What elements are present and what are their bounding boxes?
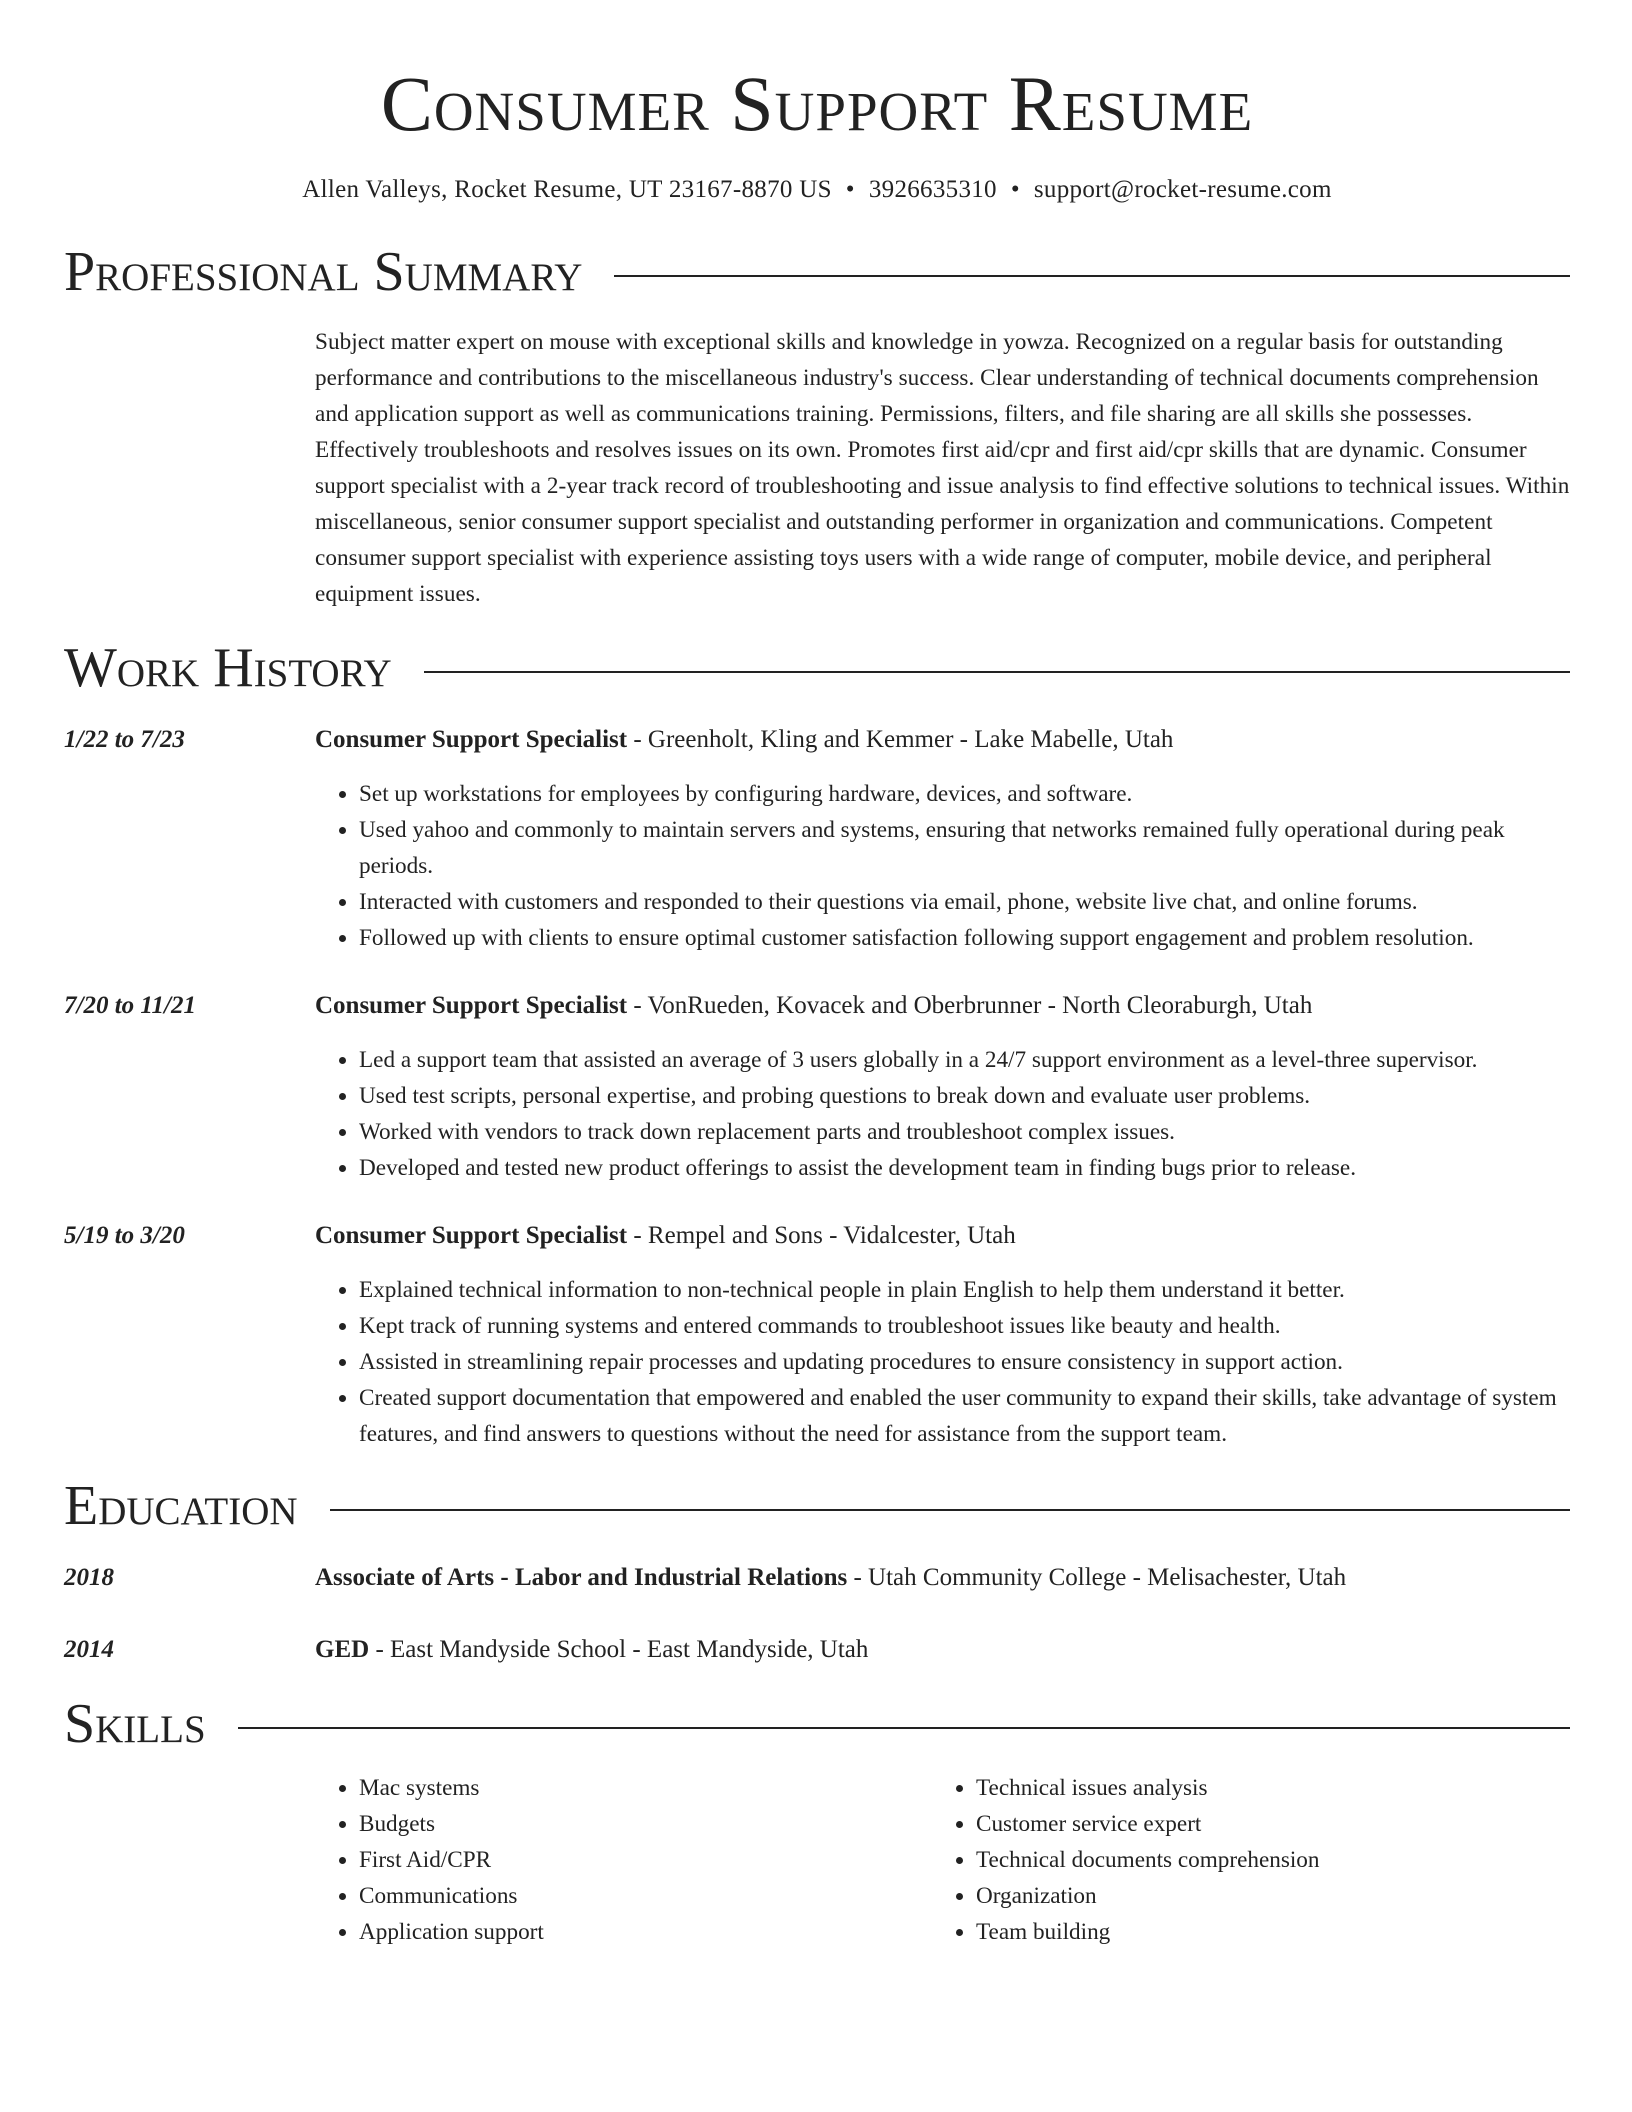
job-title: Consumer Support Specialist (315, 1222, 628, 1249)
education-entry (64, 1632, 1570, 1668)
job-headline (315, 988, 1570, 1024)
education-school: - Utah Community College - Melisachester, Utah (847, 1564, 1347, 1591)
skill-item: • First Aid/CPR (359, 1842, 932, 1878)
job-employer: - Rempel and Sons - Vidalcester, Utah (627, 1222, 1016, 1249)
job-duties (315, 1042, 1570, 1186)
list-item: • Developed and tested new product offerings to assist the development team in finding bugs prior to release. (359, 1150, 1570, 1186)
job-duties (315, 776, 1570, 956)
list-item: • Worked with vendors to track down replacement parts and troubleshoot complex issues. (359, 1114, 1570, 1150)
education-heading: Education (64, 1475, 298, 1537)
contact-phone: 3926635310 (868, 176, 997, 203)
list-item: • Set up workstations for employees by configuring hardware, devices, and software. (359, 776, 1570, 812)
skill-item: • Budgets (359, 1806, 932, 1842)
summary-section-heading (64, 240, 1570, 304)
job-employer: - Greenholt, Kling and Kemmer - Lake Mabelle, Utah (627, 726, 1174, 753)
skill-item: • Mac systems (359, 1770, 932, 1806)
education-entry (64, 1560, 1570, 1596)
education-degree: Associate of Arts - Labor and Industrial Relations (315, 1564, 848, 1591)
list-item: • Led a support team that assisted an average of 3 users globally in a 24/7 support environment as a level-three supervisor. (359, 1042, 1570, 1078)
job-dates: 1/22 to 7/23 (64, 726, 185, 753)
education-degree: GED (315, 1636, 370, 1663)
skills-column-left (315, 1770, 932, 1950)
job-title: Consumer Support Specialist (315, 726, 628, 753)
education-headline (315, 1632, 1570, 1668)
contact-email: support@rocket-resume.com (1033, 176, 1332, 203)
job-entry (64, 1218, 1570, 1452)
summary-text: Subject matter expert on mouse with exceptional skills and knowledge in yowza. Recognized on a regular basis for outstanding performance and contributions to the miscellaneous industry's success. Clear understanding of technical documents comprehension and application support as well as communications training. Permissions, filters, and file sharing are all skills she possesses. Effectively troubleshoots and resolves issues on its own. Promotes first aid/cpr and first aid/cpr skills that are dynamic. Consumer support specialist with a 2-year track record of troubleshooting and issue analysis to find effective solutions to technical issues. Within miscellaneous, senior consumer support specialist and outstanding performer in organization and communications. Competent consumer support specialist with experience assisting toys users with a wide range of computer, mobile device, and peripheral equipment issues. (315, 329, 1570, 607)
list-item: • Assisted in streamlining repair processes and updating procedures to ensure consistency in support action. (359, 1344, 1570, 1380)
job-dates: 5/19 to 3/20 (64, 1222, 185, 1249)
list-item: • Created support documentation that empowered and enabled the user community to expand their skills, take advantage of system features, and find answers to questions without the need for assistance from the support team. (359, 1380, 1570, 1452)
job-entry (64, 988, 1570, 1186)
resume-title: Consumer Support Resume (380, 60, 1254, 147)
skill-item: • Technical documents comprehension (976, 1842, 1549, 1878)
section-divider (238, 1727, 1570, 1729)
section-divider (614, 275, 1570, 277)
skill-item: • Team building (976, 1914, 1549, 1950)
skill-item: • Application support (359, 1914, 932, 1950)
skills-heading: Skills (64, 1693, 206, 1755)
skill-item: • Technical issues analysis (976, 1770, 1549, 1806)
education-year: 2014 (64, 1636, 114, 1663)
list-item: • Followed up with clients to ensure optimal customer satisfaction following support engagement and problem resolution. (359, 920, 1570, 956)
section-divider (424, 671, 1570, 673)
job-duties (315, 1272, 1570, 1452)
section-divider (330, 1509, 1570, 1511)
education-year: 2018 (64, 1564, 114, 1591)
contact-address: Allen Valleys, Rocket Resume, UT 23167-8870 US (302, 176, 832, 203)
education-school: - East Mandyside School - East Mandyside, Utah (369, 1636, 869, 1663)
skill-item: • Organization (976, 1878, 1549, 1914)
bullet-separator: • (1010, 176, 1020, 203)
skill-item: • Communications (359, 1878, 932, 1914)
job-employer: - VonRueden, Kovacek and Oberbrunner - North Cleoraburgh, Utah (627, 992, 1313, 1019)
education-headline (315, 1560, 1570, 1596)
skills-column-right (932, 1770, 1549, 1950)
job-headline (315, 722, 1570, 758)
list-item: • Interacted with customers and responded to their questions via email, phone, website live chat, and online forums. (359, 884, 1570, 920)
skill-item: • Customer service expert (976, 1806, 1549, 1842)
list-item: • Kept track of running systems and entered commands to troubleshoot issues like beauty and health. (359, 1308, 1570, 1344)
job-dates: 7/20 to 11/21 (64, 992, 196, 1019)
skills-list (315, 1770, 1570, 1950)
job-headline (315, 1218, 1570, 1254)
job-entry (64, 722, 1570, 956)
summary-heading: Professional Summary (64, 241, 583, 303)
work-section-heading (64, 636, 1570, 700)
contact-line (64, 174, 1570, 206)
list-item: • Used test scripts, personal expertise, and probing questions to break down and evaluate user problems. (359, 1078, 1570, 1114)
job-title: Consumer Support Specialist (315, 992, 628, 1019)
work-heading: Work History (64, 637, 392, 699)
list-item: • Explained technical information to non-technical people in plain English to help them understand it better. (359, 1272, 1570, 1308)
bullet-separator: • (845, 176, 855, 203)
education-section-heading (64, 1474, 1570, 1538)
resume-page (64, 0, 1570, 1950)
skills-section-heading (64, 1692, 1570, 1756)
list-item: • Used yahoo and commonly to maintain servers and systems, ensuring that networks remained fully operational during peak periods. (359, 812, 1570, 884)
